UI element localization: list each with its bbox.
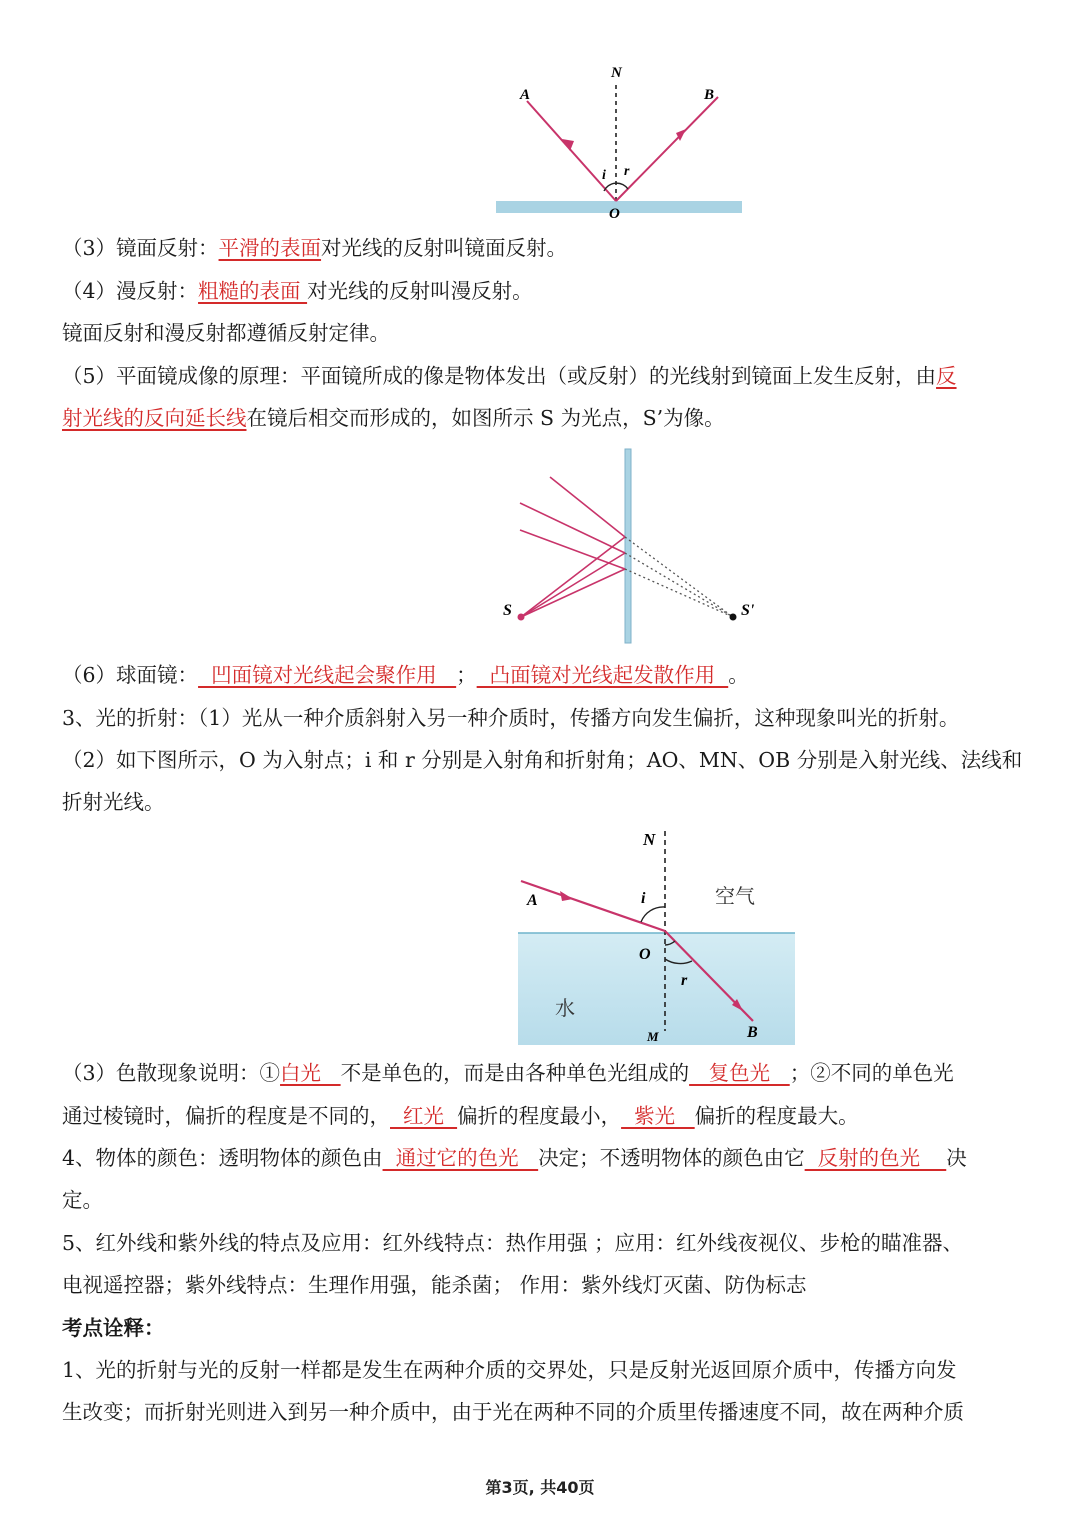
para-refraction-1: 3、光的折射：（1）光从一种介质斜射入另一种介质时，传播方向发生偏折，这种现象叫光的折射。 [62, 706, 960, 730]
text: （6）球面镜： [62, 663, 199, 687]
text: （3）色散现象说明：① [62, 1061, 281, 1085]
para-infrared-2: 电视遥控器；紫外线特点：生理作用强，能杀菌； 作用：紫外线灯灭菌、防伪标志 [62, 1273, 807, 1297]
answer-blank: 通过它的色光 [382, 1146, 539, 1170]
label-o: O [609, 206, 620, 220]
label-a: A [520, 87, 531, 103]
label-r: r [681, 972, 688, 989]
label-i: i [602, 168, 606, 183]
label-air: 空气 [715, 884, 755, 908]
para-refraction-2: （2）如下图所示，O 为入射点；i 和 r 分别是入射角和折射角；AO、MN、OB 分别是入射光线、法线和 [62, 748, 1023, 772]
section-heading: 考点诠释： [62, 1316, 165, 1340]
source-point [518, 614, 525, 621]
answer-blank: 平滑的表面 [218, 236, 322, 260]
text: 决定；不透明物体的颜色由它 [538, 1146, 805, 1170]
text: （3）镜面反射： [62, 236, 219, 260]
answer-blank: 粗糙的表面 [198, 279, 308, 303]
text: 在镜后相交而形成的，如图所示 S 为光点，S’为像。 [246, 406, 725, 430]
text: 对光线的反射叫镜面反射。 [321, 236, 568, 260]
image-point [730, 614, 737, 621]
answer-blank: 复色光 [689, 1061, 790, 1085]
answer-blank: 射光线的反向延长线 [62, 406, 247, 430]
plane-mirror-diagram [495, 445, 775, 645]
label-n: N [611, 65, 622, 81]
para-explain-1: 1、光的折射与光的反射一样都是发生在两种介质的交界处，只是反射光返回原介质中，传播方向发 [62, 1358, 957, 1382]
plane-mirror [625, 449, 631, 643]
text: （5）平面镜成像的原理：平面镜所成的像是物体发出（或反射）的光线射到镜面上发生反射，由 [62, 364, 937, 388]
para-spherical [62, 660, 1018, 690]
para-specular [62, 233, 1018, 263]
label-water: 水 [555, 996, 575, 1020]
para-plane-mirror-1 [62, 361, 1018, 391]
incident-arrow [562, 139, 574, 151]
label-a: A [527, 892, 538, 909]
refraction-diagram [515, 825, 800, 1047]
text: 决 [946, 1146, 967, 1170]
answer-blank: 反射的色光 [804, 1146, 947, 1170]
reflection-diagram [490, 55, 750, 220]
text: 4、物体的颜色：透明物体的颜色由 [62, 1146, 383, 1170]
extension-line [625, 553, 733, 617]
answer-blank: 白光 [280, 1061, 341, 1085]
para-dispersion-2 [62, 1101, 1018, 1131]
label-b: B [747, 1024, 758, 1041]
answer-blank: 凸面镜对光线起发散作用 [476, 663, 729, 687]
text: ； [456, 663, 477, 687]
label-b: B [704, 87, 715, 103]
incident-ray [527, 101, 616, 201]
text: ；②不同的单色光 [789, 1061, 954, 1085]
angle-i-arc [641, 907, 665, 922]
label-r: r [624, 164, 630, 179]
para-diffuse [62, 276, 1018, 306]
para-refraction-3: 折射光线。 [62, 790, 165, 814]
page-number: 第3页, 共40页 [485, 1478, 595, 1497]
text: 对光线的反射叫漫反射。 [307, 279, 533, 303]
answer-blank: 反 [936, 364, 957, 388]
text: （4）漫反射： [62, 279, 199, 303]
reflected-ray [520, 503, 625, 553]
label-i: i [641, 890, 646, 907]
para-dispersion-1 [62, 1058, 1018, 1088]
para-infrared-1: 5、红外线和紫外线的特点及应用：红外线特点：热作用强 ；应用：红外线夜视仪、步枪的瞄准器、 [62, 1231, 964, 1255]
para-note: 镜面反射和漫反射都遵循反射定律。 [62, 321, 390, 345]
text: 偏折的程度最小， [457, 1104, 622, 1128]
extension-line [625, 537, 733, 617]
para-color-2: 定。 [62, 1188, 103, 1212]
reflected-ray [550, 477, 625, 537]
label-o: O [639, 946, 651, 963]
text: 。 [728, 663, 749, 687]
label-s-prime: S' [741, 602, 755, 619]
para-plane-mirror-2 [62, 403, 1018, 433]
answer-blank: 凹面镜对光线起会聚作用 [198, 663, 457, 687]
para-explain-2: 生改变；而折射光则进入到另一种介质中，由于光在两种不同的介质里传播速度不同，故在两种介质 [62, 1400, 964, 1424]
answer-blank: 红光 [390, 1104, 458, 1128]
text: 偏折的程度最大。 [694, 1104, 859, 1128]
para-color-1 [62, 1143, 1018, 1173]
text: 不是单色的，而是由各种单色光组成的 [340, 1061, 690, 1085]
label-m: M [647, 1029, 659, 1044]
text: 通过棱镜时，偏折的程度是不同的， [62, 1104, 390, 1128]
reflected-ray [616, 97, 718, 201]
label-n: N [643, 830, 656, 849]
answer-blank: 紫光 [621, 1104, 695, 1128]
label-s: S [503, 602, 512, 619]
